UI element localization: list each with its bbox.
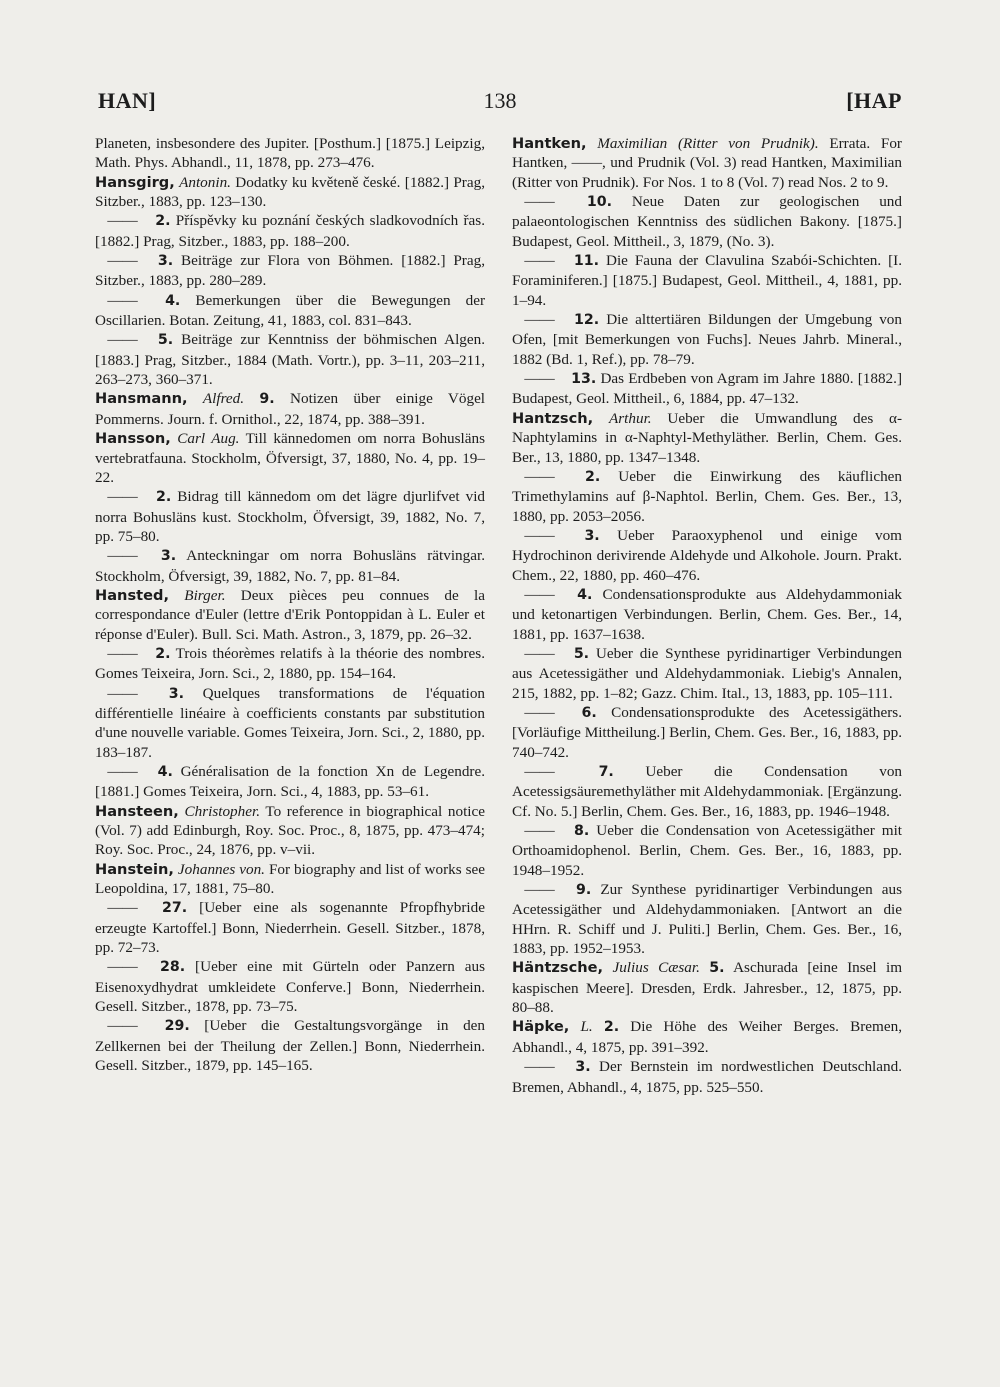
repeat-author-dash: —— (107, 644, 138, 662)
entry-citation: Beiträge zur Kenntniss der böhmischen Algen. [1883.] Prag, Sitzber., 1884 (Math. Vortr.), pp. 3–11, 203–211, 263–273, 360–371. (95, 331, 486, 389)
bibliography-entry (512, 821, 902, 880)
entry-citation: Zur Synthese pyridinartiger Verbindungen aus Acetessigäther und Aldehydammoniaken. [Antwort an die HHrn. R. Schiff und J. Puliti.] Berlin, Chem. Ges. Ber., 16, 1883, pp. 1952–1953. (512, 881, 902, 958)
bibliography-entry (95, 762, 485, 802)
bibliography-entry (512, 369, 902, 409)
entry-citation: To reference in biographical notice (Vol. 7) add Edinburgh, Roy. Soc. Proc., 8, 1875, pp. 473–474; Roy. Soc. Proc., 24, 1876, pp. v–vii. (95, 802, 485, 859)
author-surname: Häntzsche, (512, 959, 604, 977)
bibliography-entry (512, 192, 902, 251)
entry-citation: Bemerkungen über die Bewegungen der Oscillarien. Botan. Zeitung, 41, 1883, col. 831–843. (95, 291, 486, 330)
bibliography-entry (95, 134, 485, 173)
bibliography-entry (512, 880, 902, 958)
bibliography-entry (95, 684, 485, 762)
author-surname: Hantzsch, (512, 409, 594, 427)
author-given-name: Johannes von. (177, 860, 265, 878)
entry-number: 7. (598, 764, 614, 780)
bibliography-entry (512, 409, 902, 467)
entry-citation: Die Höhe des Weiher Berges. Bremen, Abhandl., 4, 1875, pp. 391–392. (512, 1018, 902, 1056)
entry-number: 13. (571, 371, 597, 388)
entry-citation: Anteckningar om norra Bohusläns rätvingar. Stockholm, Öfversigt, 39, 1882, No. 7, pp. 81–84. (95, 547, 485, 585)
author-surname: Hansteen, (95, 802, 179, 820)
bibliography-entry (512, 1057, 902, 1097)
repeat-author-dash: —— (107, 291, 138, 309)
entry-citation: For biography and list of works see Leopoldina, 17, 1881, 75–80. (95, 860, 486, 898)
repeat-author-dash: —— (107, 547, 138, 565)
entry-number: 2. (155, 213, 171, 230)
repeat-author-dash: —— (107, 763, 138, 780)
author-surname: Hansmann, (95, 390, 188, 408)
header-right-guide: [HAP (846, 88, 902, 113)
bibliography-entry (95, 330, 485, 389)
bibliography-entry (512, 467, 902, 526)
repeat-author-dash: —— (107, 488, 138, 506)
repeat-author-dash: —— (107, 684, 138, 702)
repeat-author-dash: —— (107, 331, 138, 349)
entry-citation: Beiträge zur Flora von Böhmen. [1882.] Prag, Sitzber., 1883, pp. 280–289. (95, 252, 485, 290)
entry-citation: Planeten, insbesondere des Jupiter. [Posthum.] [1875.] Leipzig, Math. Phys. Abhandl., 11, 1878, pp. 273–476. (95, 135, 485, 172)
bibliography-entry (95, 211, 485, 251)
entry-citation: [Ueber die Gestaltungsvorgänge in den Zellkernen bei der Theilung der Zellen.] Bonn, Niederrhein. Gesell. Sitzber., 1879, pp. 145–165. (95, 1017, 485, 1075)
entry-citation: Trois théorèmes relatifs à la théorie des nombres. Gomes Teixeira, Jorn. Sci., 2, 1880, pp. 154–164. (95, 644, 485, 683)
bibliography-entry (95, 389, 485, 429)
entry-number: 5. (709, 960, 725, 977)
entry-number: 5. (573, 645, 590, 662)
entry-number: 4. (165, 292, 181, 309)
entry-citation: Dodatky ku květeně české. [1882.] Prag, Sitzber., 1883, pp. 123–130. (95, 173, 485, 211)
entry-number: 29. (164, 1018, 190, 1035)
entry-citation: Condensationsprodukte des Acetessigäthers. [Vorläufige Mittheilung.] Berlin, Chem. Ges. Ber., 16, 1883, pp. 740–742. (512, 703, 903, 761)
repeat-author-dash: —— (524, 370, 555, 388)
author-surname: Hansted, (95, 586, 170, 604)
entry-number: 9. (576, 882, 592, 899)
entry-citation: Das Erdbeben von Agram im Jahre 1880. [1882.] Budapest, Geol. Mittheil., 6, 1884, pp. 47–132. (512, 370, 902, 408)
author-given-name: L. (580, 1018, 593, 1036)
entry-citation: Errata. For Hantken, ——, und Prudnik (Vol. 3) read Hantken, Maximilian (Ritter von Prudnik). For Nos. 1 to 8 (Vol. 7) read Nos. 2 to 9. (512, 135, 902, 191)
repeat-author-dash: —— (524, 193, 555, 211)
entry-number: 27. (162, 900, 188, 917)
bibliography-entry (512, 644, 902, 703)
entry-number: 8. (574, 823, 590, 840)
entry-citation: Ueber die Einwirkung des käuflichen Trimethylamins auf β-Naphtol. Berlin, Chem. Ges. Ber., 13, 1880, pp. 2053–2056. (512, 467, 903, 525)
entry-number: 2. (156, 489, 172, 506)
page-number: 138 (483, 88, 517, 113)
author-given-name: Carl Aug. (177, 430, 240, 448)
repeat-author-dash: —— (107, 899, 138, 917)
entry-citation: Ueber die Condensation von Acetessigsäuremethyläther mit Aldehydammoniak. [Ergänzung. Cf. No. 5.] Berlin, Chem. Ges. Ber., 16, 1883, pp. 1946–1948. (512, 763, 903, 820)
repeat-author-dash: —— (107, 212, 138, 230)
entry-citation: Die Fauna der Clavulina Szabói-Schichten. [I. Foraminiferen.] [1875.] Budapest, Geol. Mittheil., 4, 1881, pp. 1–94. (512, 252, 903, 309)
author-surname: Hantken, (512, 135, 587, 152)
entry-number: 4. (157, 764, 173, 780)
repeat-author-dash: —— (107, 252, 138, 270)
bibliography-entry (512, 762, 902, 821)
bibliography-entry (512, 1017, 902, 1057)
bibliography-entry (95, 173, 485, 212)
bibliography-entry (512, 526, 902, 585)
repeat-author-dash: —— (524, 1058, 555, 1076)
entry-citation: Příspěvky ku poznání českých sladkovodních řas. [1882.] Prag, Sitzber., 1883, pp. 188–200. (95, 212, 486, 250)
author-given-name: Julius Cæsar. (612, 959, 700, 977)
repeat-author-dash: —— (524, 585, 555, 603)
author-given-name: Antonin. (179, 173, 231, 191)
running-header (98, 88, 902, 118)
entry-number: 10. (586, 194, 613, 211)
entry-citation: Till kännedomen om norra Bohusläns vertebratfauna. Stockholm, Öfversigt, 37, 1880, No. 4, pp. 19–22. (95, 430, 486, 486)
entry-number: 2. (155, 645, 171, 662)
author-surname: Häpke, (512, 1018, 570, 1036)
repeat-author-dash: —— (524, 644, 555, 662)
bibliography-entry (95, 487, 485, 546)
repeat-author-dash: —— (524, 252, 555, 270)
author-given-name: Birger. (184, 586, 226, 604)
bibliography-entry (95, 860, 485, 899)
entry-citation: Ueber die Umwandlung des α-Naphtylamins in α-Naphtyl-Methyläther. Berlin, Chem. Ges. Ber., 13, 1880, pp. 1347–1348. (512, 409, 903, 466)
author-surname: Hanstein, (95, 860, 174, 878)
entry-citation: Deux pièces peu connues de la correspondance d'Euler (lettre d'Erik Pontoppidan à L. Euler et réponse d'Euler). Bull. Sci. Math. Astron., 3, 1879, pp. 26–32. (95, 586, 485, 643)
repeat-author-dash: —— (524, 467, 555, 485)
entry-citation: Ueber die Condensation von Acetessigäther mit Orthoamidophenol. Berlin, Chem. Ges. Ber., 16, 1883, pp. 1948–1952. (512, 822, 903, 879)
entry-number: 3. (575, 1059, 591, 1076)
entry-citation: Généralisation de la fonction Xn de Legendre. [1881.] Gomes Teixeira, Jorn. Sci., 4, 1883, pp. 53–61. (95, 763, 486, 801)
author-surname: Hansgirg, (95, 173, 175, 191)
author-given-name: Alfred. (202, 390, 245, 408)
bibliography-entry (95, 429, 485, 487)
entry-number: 5. (157, 332, 174, 349)
bibliography-entry (95, 1016, 485, 1075)
entry-number: 2. (585, 468, 601, 485)
bibliography-entry (512, 134, 902, 192)
entry-number: 11. (573, 253, 600, 270)
entry-citation: Der Bernstein im nordwestlichen Deutschland. Bremen, Abhandl., 4, 1875, pp. 525–550. (512, 1058, 902, 1096)
entry-citation: Bidrag till kännedom om det lägre djurlifvet vid norra Bohusläns kust. Stockholm, Öfversigt, 39, 1882, No. 7, pp. 75–80. (95, 488, 486, 545)
entry-citation: Neue Daten zur geologischen und palaeontologischen Kenntniss des südlichen Bakony. [1875.] Budapest, Geol. Mittheil., 3, 1879, (No. 3). (512, 193, 902, 250)
entry-number: 3. (168, 685, 184, 702)
entry-number: 3. (160, 548, 177, 565)
entry-citation: Condensationsprodukte aus Aldehydammoniak und ketonartigen Verbindungen. Berlin, Chem. Ges. Ber., 14, 1881, pp. 1637–1638. (512, 585, 902, 643)
bibliography-entry (95, 957, 485, 1016)
repeat-author-dash: —— (524, 526, 555, 544)
right-column (512, 134, 902, 1097)
bibliography-entry (512, 585, 902, 644)
author-given-name: Maximilian (Ritter von Prudnik). (597, 135, 819, 152)
bibliography-entry (512, 251, 902, 310)
bibliography-entry (95, 644, 485, 684)
repeat-author-dash: —— (524, 881, 555, 899)
bibliography-entry (95, 586, 485, 644)
header-left-guide: HAN] (98, 88, 157, 113)
repeat-author-dash: —— (107, 958, 138, 976)
bibliography-entry (95, 251, 485, 291)
entry-number: 3. (157, 253, 174, 270)
repeat-author-dash: —— (524, 763, 555, 780)
entry-citation: [Ueber eine als sogenannte Pfropfhybride erzeugte Kartoffel.] Bonn, Niederrhein. Gesell. Sitzber., 1878, pp. 72–73. (95, 899, 485, 957)
entry-citation: Die alttertiären Bildungen der Umgebung von Ofen, [mit Bemerkungen von Fuchs]. Neues Jahrb. Mineral., 1882 (Bd. 1, Ref.), pp. 78–79. (512, 311, 902, 368)
repeat-author-dash: —— (107, 1017, 138, 1035)
repeat-author-dash: —— (524, 311, 555, 329)
bibliography-entry (512, 703, 902, 762)
entry-citation: Aschurada [eine Insel im kaspischen Meere]. Dresden, Erdk. Jahresber., 12, 1875, pp. 80–88. (512, 959, 903, 1017)
author-given-name: Christopher. (184, 802, 261, 820)
author-surname: Hansson, (95, 430, 171, 448)
entry-citation: Ueber die Synthese pyridinartiger Verbindungen aus Acetessigäther und Aldehydammoniak. Liebig's Annalen, 215, 1882, pp. 1–82; Gazz. Chim. Ital., 13, 1883, pp. 105–111. (512, 644, 903, 702)
repeat-author-dash: —— (524, 703, 555, 721)
entry-number: 9. (259, 391, 275, 408)
bibliography-entry (95, 802, 485, 860)
entry-citation: Quelques transformations de l'équation différentielle linéaire à coefficients constants par substitution d'une nouvelle variable. Gomes Teixeira, Jorn. Sci., 2, 1880, pp. 183–187. (95, 684, 486, 761)
author-given-name: Arthur. (608, 409, 652, 427)
entry-number: 3. (584, 527, 600, 544)
entry-citation: Ueber Paraoxyphenol und einige vom Hydrochinon derivirende Aldehyde und Alkohole. Journ. Prakt. Chem., 22, 1880, pp. 460–476. (512, 526, 902, 584)
left-column (95, 134, 485, 1076)
bibliography-entry (95, 546, 485, 586)
entry-citation: [Ueber eine mit Gürteln oder Panzern aus Eisenoxydhydrat umkleidete Conferve.] Bonn, Niederrhein. Gesell. Sitzber., 1878, pp. 73–75. (95, 958, 485, 1016)
bibliography-entry (95, 291, 485, 331)
entry-number: 4. (577, 586, 593, 603)
entry-citation: Notizen über einige Vögel Pommerns. Journ. f. Ornithol., 22, 1874, pp. 388–391. (95, 390, 486, 428)
bibliography-entry (95, 898, 485, 957)
bibliography-entry (512, 958, 902, 1017)
entry-number: 2. (603, 1019, 620, 1036)
entry-number: 12. (574, 312, 600, 329)
entry-number: 28. (159, 959, 186, 976)
entry-number: 6. (581, 704, 597, 721)
repeat-author-dash: —— (524, 822, 555, 840)
bibliography-entry (512, 310, 902, 369)
